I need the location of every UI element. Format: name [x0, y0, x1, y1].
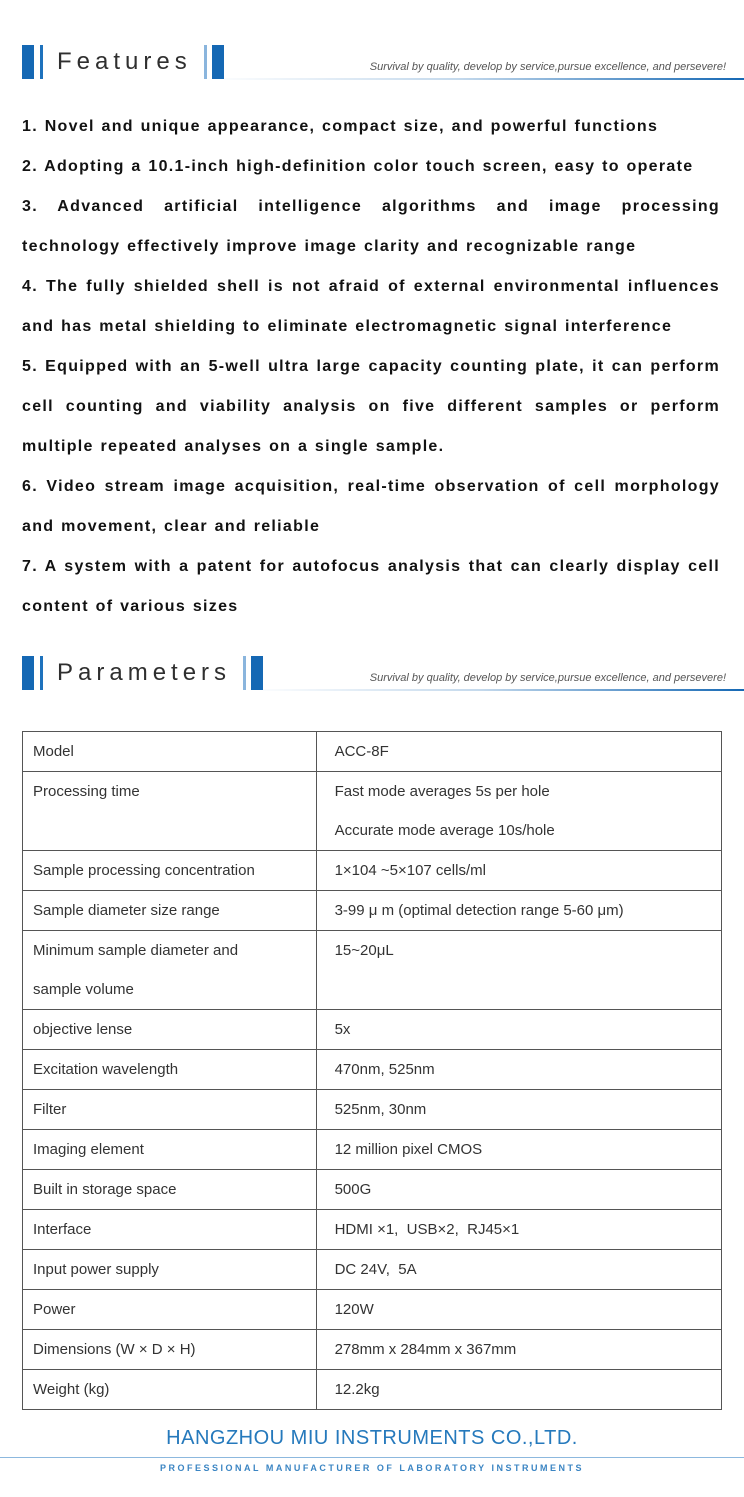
- features-tagline: Survival by quality, develop by service,pursue excellence, and persevere!: [369, 61, 726, 73]
- param-label-line: Imaging element: [33, 1141, 144, 1158]
- parameters-table-body: [23, 732, 722, 1410]
- param-label: [23, 1130, 317, 1170]
- table-row: [23, 851, 722, 891]
- param-value-line: 1×104 ~5×107 cells/ml: [334, 862, 486, 879]
- param-label: [23, 1210, 317, 1250]
- param-label: [23, 1290, 317, 1330]
- param-value-line: 120W: [334, 1301, 374, 1318]
- feature-item: 1. Novel and unique appearance, compact size, and powerful functions: [22, 118, 659, 135]
- param-value: [316, 1010, 721, 1050]
- table-row: [23, 1050, 722, 1090]
- table-row: [23, 732, 722, 772]
- param-value-line: 278mm x 284mm x 367mm: [334, 1341, 517, 1358]
- param-label: [23, 1330, 317, 1370]
- table-row: [23, 891, 722, 931]
- param-value-line: ACC-8F: [334, 743, 389, 760]
- param-value: [316, 1370, 721, 1410]
- param-label-line: Built in storage space: [33, 1181, 177, 1198]
- accent-bar-thick-right: [212, 45, 224, 79]
- param-value-line: 3-99 μ m (optimal detection range 5-60 μm): [334, 902, 624, 919]
- table-row: [23, 772, 722, 851]
- section-header-parameters: [0, 655, 744, 691]
- param-label: [23, 891, 317, 931]
- param-label-line: Dimensions (W × D × H): [33, 1341, 196, 1358]
- features-list: [0, 107, 744, 627]
- param-value: [316, 1210, 721, 1250]
- param-label-line: Interface: [33, 1221, 92, 1238]
- table-row: [23, 1090, 722, 1130]
- header-right-area: [263, 655, 744, 691]
- table-row: [23, 1170, 722, 1210]
- footer-divider-line: [0, 1457, 744, 1458]
- parameters-table: [22, 731, 722, 1410]
- company-name: HANGZHOU MIU INSTRUMENTS CO.,LTD.: [166, 1427, 578, 1449]
- parameters-table-wrap: [0, 731, 744, 1410]
- feature-item: 7. A system with a patent for autofocus analysis that can clearly display cell content of various sizes: [22, 558, 720, 615]
- parameters-title: Parameters: [57, 659, 232, 686]
- param-label: [23, 931, 317, 1010]
- param-value: [316, 1130, 721, 1170]
- param-label-line: Minimum sample diameter and: [33, 942, 239, 959]
- features-title: Features: [57, 48, 192, 75]
- param-value: [316, 891, 721, 931]
- param-label-line: sample volume: [33, 981, 134, 998]
- param-value-line: Fast mode averages 5s per hole: [334, 783, 550, 800]
- param-label-line: Processing time: [33, 783, 140, 800]
- table-row: [23, 1290, 722, 1330]
- param-label-line: Sample processing concentration: [33, 862, 255, 879]
- feature-item: 3. Advanced artificial intelligence algorithms and image processing technology effectively improve image clarity and recognizable range: [22, 198, 720, 255]
- param-value-line: 525nm, 30nm: [334, 1101, 427, 1118]
- param-value: [316, 772, 721, 851]
- feature-item: 4. The fully shielded shell is not afraid of external environmental influences and has metal shielding to eliminate electromagnetic signal interference: [22, 278, 720, 335]
- table-row: [23, 1250, 722, 1290]
- param-label: [23, 1250, 317, 1290]
- table-row: [23, 1370, 722, 1410]
- param-label: [23, 1050, 317, 1090]
- param-label: [23, 851, 317, 891]
- param-value-line: Accurate mode average 10s/hole: [334, 822, 555, 839]
- header-right-area: [224, 44, 744, 80]
- param-value: [316, 1290, 721, 1330]
- feature-item: 5. Equipped with an 5-well ultra large capacity counting plate, it can perform cell counting and viability analysis on five different samples or perform multiple repeated analyses on a single sample.: [22, 358, 720, 455]
- parameters-tagline: Survival by quality, develop by service,pursue excellence, and persevere!: [369, 672, 726, 684]
- gradient-divider-line: [224, 78, 744, 80]
- accent-bar-thick-right: [251, 656, 263, 690]
- company-subtitle: PROFESSIONAL MANUFACTURER OF LABORATORY INSTRUMENTS: [159, 1463, 584, 1473]
- param-value: [316, 1330, 721, 1370]
- param-label-line: Power: [33, 1301, 76, 1318]
- param-label: [23, 1170, 317, 1210]
- param-label: [23, 772, 317, 851]
- param-value-line: DC 24V, 5A: [334, 1261, 417, 1278]
- table-row: [23, 1130, 722, 1170]
- param-label: [23, 1010, 317, 1050]
- table-row: [23, 1210, 722, 1250]
- param-value-line: 12 million pixel CMOS: [334, 1141, 483, 1158]
- gradient-divider-line: [263, 689, 744, 691]
- param-label: [23, 1090, 317, 1130]
- param-value-line: 470nm, 525nm: [334, 1061, 435, 1078]
- param-value-line: 12.2kg: [334, 1381, 380, 1398]
- param-value: [316, 931, 721, 1010]
- param-value-line: 500G: [334, 1181, 372, 1198]
- param-label-line: Filter: [33, 1101, 67, 1118]
- param-value-line: 5x: [334, 1021, 351, 1038]
- param-value: [316, 1050, 721, 1090]
- table-row: [23, 1010, 722, 1050]
- footer: [0, 1424, 744, 1497]
- param-value: [316, 1250, 721, 1290]
- param-label-line: objective lense: [33, 1021, 133, 1038]
- param-value-line: HDMI ×1, USB×2, RJ45×1: [334, 1221, 520, 1238]
- table-row: [23, 931, 722, 1010]
- param-label: [23, 1370, 317, 1410]
- param-value-line: 15~20μL: [334, 942, 394, 959]
- param-value: [316, 1170, 721, 1210]
- param-label-line: Input power supply: [33, 1261, 159, 1278]
- accent-bar-thick-left: [22, 656, 34, 690]
- param-value: [316, 851, 721, 891]
- param-label-line: Sample diameter size range: [33, 902, 220, 919]
- param-label-line: Model: [33, 743, 74, 760]
- param-label-line: Excitation wavelength: [33, 1061, 179, 1078]
- param-label-line: Weight (kg): [33, 1381, 110, 1398]
- param-label: [23, 732, 317, 772]
- param-value: [316, 1090, 721, 1130]
- param-value: [316, 732, 721, 772]
- table-row: [23, 1330, 722, 1370]
- accent-bar-thick-left: [22, 45, 34, 79]
- feature-item: 2. Adopting a 10.1-inch high-definition color touch screen, easy to operate: [22, 158, 694, 175]
- section-header-features: [0, 44, 744, 80]
- feature-item: 6. Video stream image acquisition, real-time observation of cell morphology and movement, clear and reliable: [22, 478, 720, 535]
